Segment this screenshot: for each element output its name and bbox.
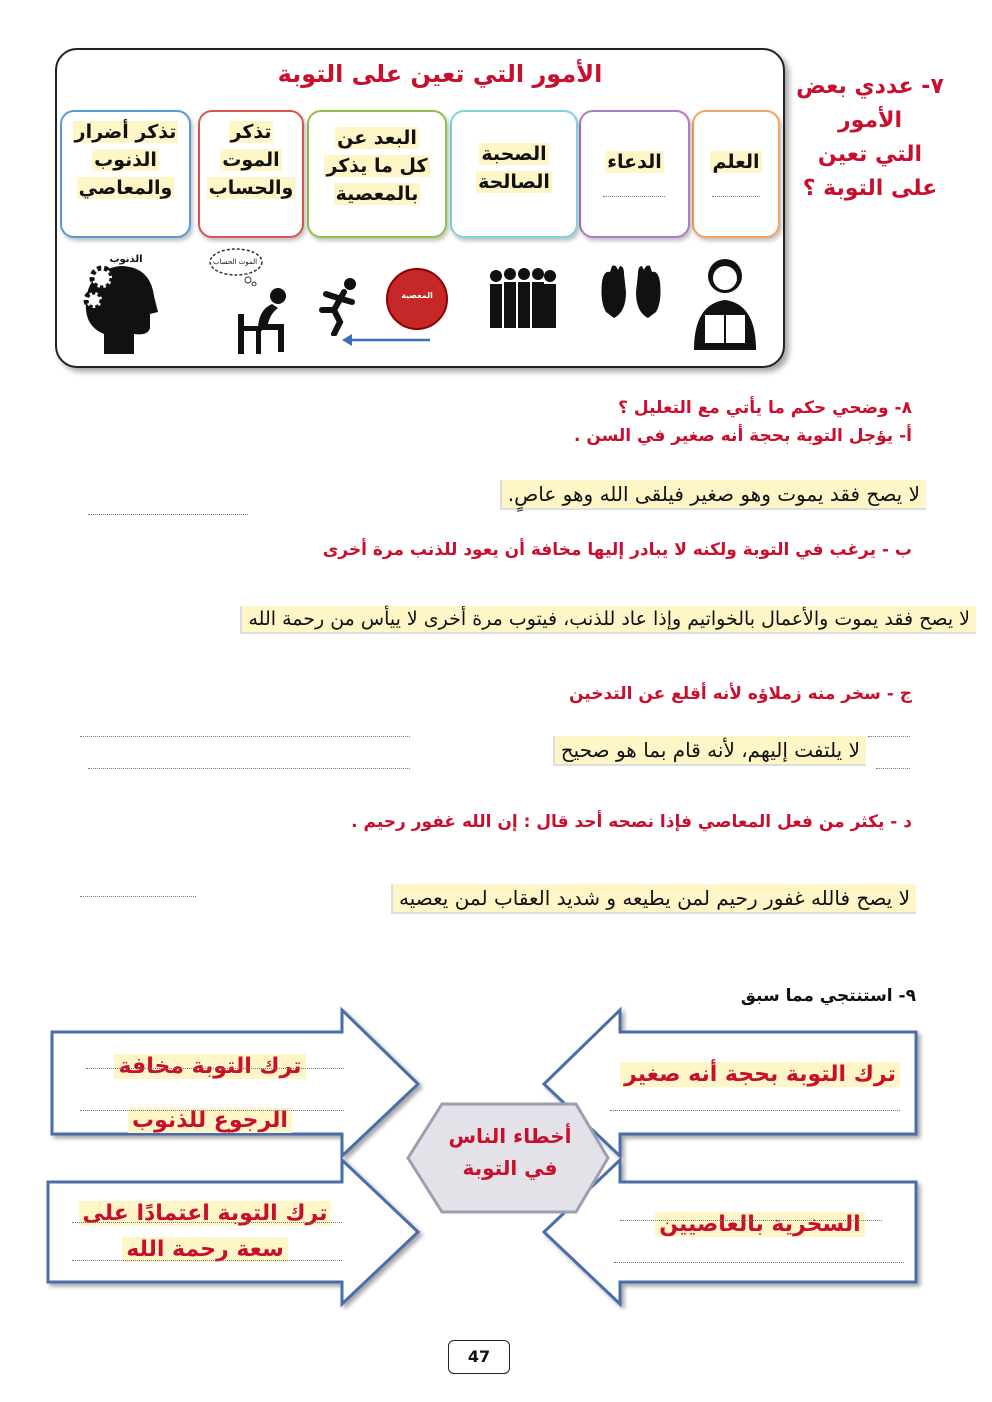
card-knowledge-text: العلم bbox=[712, 151, 760, 173]
card-supplication-text: الدعاء bbox=[607, 151, 662, 173]
q9-title: ٩- استنتجي مما سبق bbox=[740, 986, 916, 1006]
arrow-top-right-line1: ترك التوبة بحجة أنه صغير bbox=[620, 1062, 900, 1087]
card-harm-line2: الذنوب bbox=[94, 149, 157, 171]
q9-center-text bbox=[430, 1120, 590, 1184]
thinking-person-icon bbox=[232, 286, 296, 354]
card-remember-death bbox=[198, 110, 304, 238]
page-number: 47 bbox=[448, 1340, 510, 1374]
card-good-company bbox=[450, 110, 578, 238]
card-death-line1: تذكر bbox=[230, 121, 272, 143]
arrow-bottom-right-line1: السخرية بالعاصيين bbox=[655, 1212, 864, 1237]
q8-item-a-question: أ- يؤجل التوبة بحجة أنه صغير في السن . bbox=[573, 426, 912, 446]
q8-item-d-question: د - يكثر من فعل المعاصي فإذا نصحه أحد قال : إن الله غفور رحيم . bbox=[351, 812, 912, 832]
praying-hands-icon bbox=[596, 262, 666, 322]
arrow-bottom-left-text bbox=[70, 1196, 340, 1268]
sins-icon-label: الذنوب bbox=[109, 254, 143, 265]
q8-item-b-question: ب - يرغب في التوبة ولكنه لا يبادر إليها مخافة أن يعود للذنب مرة أخرى bbox=[322, 540, 912, 560]
card-company-line1: الصحبة bbox=[481, 143, 547, 165]
card-harm-line3: والمعاصي bbox=[78, 177, 173, 199]
head-gears-icon bbox=[74, 256, 160, 356]
card-company-line2: الصالحة bbox=[478, 171, 550, 193]
thought-bubble-label: الموت الحساب bbox=[212, 258, 258, 266]
arrow-top-right-text bbox=[610, 1062, 910, 1087]
thought-bubble-icon bbox=[204, 246, 266, 286]
q9-center-line1: أخطاء الناس bbox=[448, 1124, 572, 1148]
q7-question-line4: على التوبة ؟ bbox=[802, 176, 938, 201]
q8-item-d-answer: لا يصح فالله غفور رحيم لمن يطيعه و شديد العقاب لمن يعصيه bbox=[391, 884, 916, 914]
arrow-top-left-text bbox=[90, 1040, 330, 1148]
q8-title: ٨- وضحي حكم ما يأتي مع التعليل ؟ bbox=[618, 398, 912, 418]
reading-person-icon bbox=[688, 254, 762, 354]
q8-item-c-answer: لا يلتفت إليهم، لأنه قام بما هو صحيح bbox=[553, 736, 866, 766]
card-death-line3: والحساب bbox=[208, 177, 294, 199]
group-people-icon bbox=[486, 266, 558, 330]
card-avoid-line1: البعد عن bbox=[337, 127, 417, 149]
card-supplication bbox=[579, 110, 690, 238]
arrow-top-left-line1: ترك التوبة مخافة bbox=[114, 1054, 305, 1079]
card-death-line2: الموت bbox=[222, 149, 280, 171]
q7-question-line3: التي تعين bbox=[817, 142, 923, 167]
q7-question-line1: ٧- عددي بعض bbox=[796, 74, 944, 99]
card-avoid-reminders bbox=[307, 110, 447, 238]
q7-question-line2: الأمور bbox=[837, 108, 902, 133]
card-remember-harm bbox=[60, 110, 191, 238]
q8-item-a-answer: لا يصح فقد يموت وهو صغير فيلقى الله وهو عاصٍ. bbox=[500, 480, 926, 510]
q9-center-line2: في التوبة bbox=[462, 1156, 558, 1180]
card-avoid-line2: كل ما يذكر bbox=[326, 155, 428, 177]
q7-panel-title: الأمور التي تعين على التوبة bbox=[277, 60, 603, 88]
q8-item-b-answer: لا يصح فقد يموت والأعمال بالخواتيم وإذا عاد للذنب، فيتوب مرة أخرى لا ييأس من رحمة الله bbox=[240, 606, 976, 634]
arrow-left-icon bbox=[340, 332, 432, 348]
arrow-bottom-right-text bbox=[640, 1212, 880, 1237]
arrow-top-left-line2: الرجوع للذنوب bbox=[128, 1108, 292, 1133]
sin-circle-label: المعصية bbox=[401, 291, 433, 300]
q8-item-c-question: ج - سخر منه زملاؤه لأنه أقلع عن التدخين bbox=[568, 684, 912, 704]
q7-question bbox=[790, 70, 950, 206]
running-person-icon bbox=[314, 276, 364, 336]
arrow-bottom-left-line1: ترك التوبة اعتمادًا على bbox=[79, 1201, 332, 1226]
card-harm-line1: تذكر أضرار bbox=[74, 121, 177, 143]
card-avoid-line3: بالمعصية bbox=[335, 183, 419, 205]
card-knowledge bbox=[692, 110, 780, 238]
arrow-bottom-left-line2: سعة رحمة الله bbox=[122, 1237, 287, 1262]
